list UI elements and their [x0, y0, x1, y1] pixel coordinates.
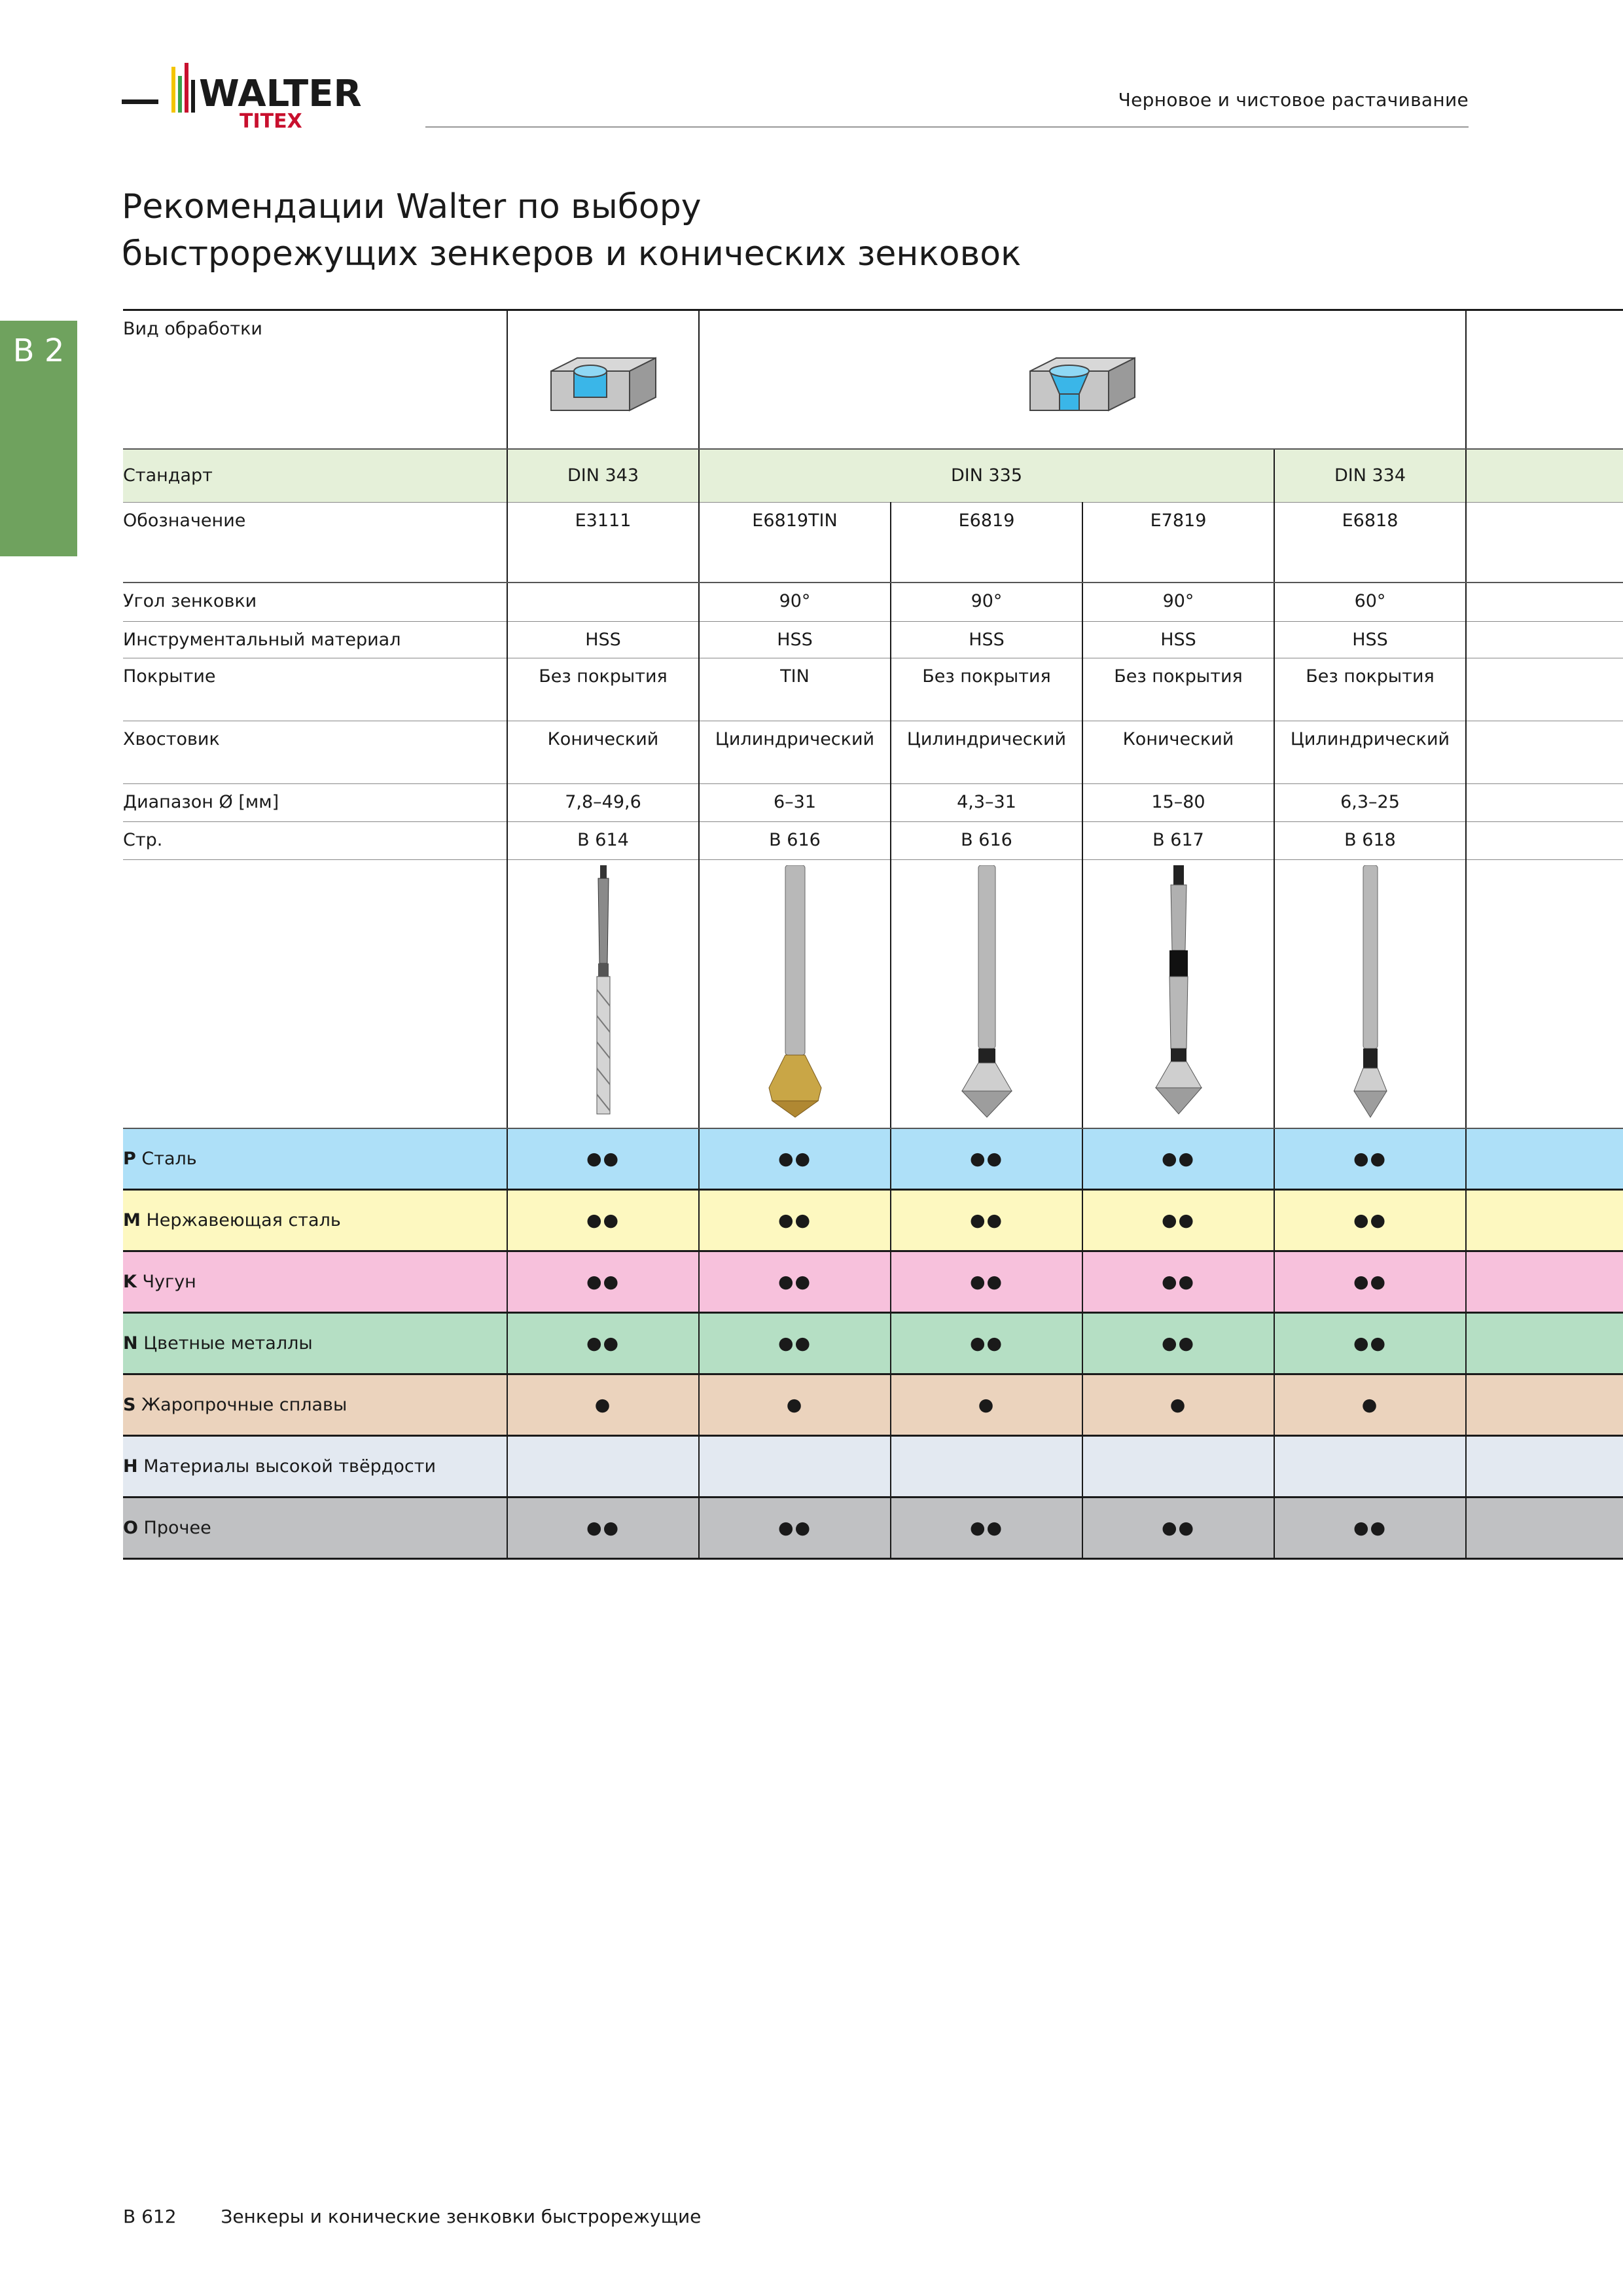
rating: ●● [507, 1313, 699, 1374]
rating: ●● [1274, 1498, 1466, 1559]
empty-cell [1466, 583, 1623, 622]
row-label-coating: Покрытие [123, 658, 507, 721]
empty-cell [1466, 658, 1623, 721]
row-label-range: Диапазон Ø [мм] [123, 784, 507, 822]
empty-cell [1466, 310, 1623, 449]
standard-din334: DIN 334 [1274, 449, 1466, 503]
designation-1: E3111 [507, 503, 699, 583]
row-label-process: Вид обработки [123, 310, 507, 449]
rating: ●● [1274, 1313, 1466, 1374]
rating: ●● [1274, 1128, 1466, 1190]
range-1: 7,8–49,6 [507, 784, 699, 822]
page-ref-2[interactable]: B 616 [699, 822, 891, 860]
empty-cell [1466, 449, 1623, 503]
material-1: HSS [507, 622, 699, 658]
coating-4: Без покрытия [1082, 658, 1274, 721]
empty-cell [1466, 1436, 1623, 1498]
rating: ●● [1082, 1251, 1274, 1313]
rating: ●● [1082, 1190, 1274, 1251]
empty-cell [1466, 1190, 1623, 1251]
material-2: HSS [699, 622, 891, 658]
page-ref-1[interactable]: B 614 [507, 822, 699, 860]
image-row-label [123, 860, 507, 1128]
material-label-k: K Чугун [123, 1251, 507, 1313]
designation-3: E6819 [891, 503, 1082, 583]
rating: ●● [1274, 1190, 1466, 1251]
taper-shank-90-countersink-image [1146, 865, 1211, 1121]
shank-3: Цилиндрический [891, 721, 1082, 784]
designation-4: E7819 [1082, 503, 1274, 583]
rating [891, 1436, 1082, 1498]
tin-countersink-image [762, 865, 828, 1121]
rating: ●● [699, 1190, 891, 1251]
hss-countersink-image [954, 865, 1020, 1121]
angle-4: 90° [1082, 583, 1274, 622]
row-label-angle: Угол зенковки [123, 583, 507, 622]
rating: ●● [699, 1128, 891, 1190]
material-row-k [123, 1251, 1623, 1313]
tool-image-cell-5 [1274, 860, 1466, 1128]
material-label-n: N Цветные металлы [123, 1313, 507, 1374]
material-label-s: S Жаропрочные сплавы [123, 1374, 507, 1436]
footer-text: Зенкеры и конические зенковки быстрорежущие [221, 2206, 702, 2227]
rating: ●● [507, 1498, 699, 1559]
footer [123, 2206, 701, 2227]
tool-image-cell-1 [507, 860, 699, 1128]
angle-3: 90° [891, 583, 1082, 622]
logo-walter-text: WALTER [199, 73, 362, 115]
coating-1: Без покрытия [507, 658, 699, 721]
material-5: HSS [1274, 622, 1466, 658]
material-row-m [123, 1190, 1623, 1251]
walter-titex-logo [122, 60, 397, 132]
empty-cell [1466, 860, 1623, 1128]
empty-cell [1466, 784, 1623, 822]
range-2: 6–31 [699, 784, 891, 822]
shank-2: Цилиндрический [699, 721, 891, 784]
tool-image-cell-3 [891, 860, 1082, 1128]
page-title [122, 183, 1021, 278]
material-row-o [123, 1498, 1623, 1559]
empty-cell [1466, 1498, 1623, 1559]
rating: ●● [891, 1190, 1082, 1251]
empty-cell [1466, 721, 1623, 784]
rating: ●● [699, 1313, 891, 1374]
rating: ● [1274, 1374, 1466, 1436]
page-ref-3[interactable]: B 616 [891, 822, 1082, 860]
material-label-h: H Материалы высокой твёрдости [123, 1436, 507, 1498]
material-label-o: O Прочее [123, 1498, 507, 1559]
rating: ●● [891, 1498, 1082, 1559]
rating: ●● [507, 1190, 699, 1251]
tool-image-cell-4 [1082, 860, 1274, 1128]
row-label-shank: Хвостовик [123, 721, 507, 784]
header-divider [425, 126, 1469, 128]
chapter-tab [0, 321, 77, 556]
rating [1274, 1436, 1466, 1498]
rating: ●● [699, 1498, 891, 1559]
range-5: 6,3–25 [1274, 784, 1466, 822]
row-label-material: Инструментальный материал [123, 622, 507, 658]
material-label-m: M Нержавеющая сталь [123, 1190, 507, 1251]
rating [1082, 1436, 1274, 1498]
page-ref-5[interactable]: B 618 [1274, 822, 1466, 860]
hss-60-countersink-image [1338, 865, 1403, 1121]
angle-2: 90° [699, 583, 891, 622]
countersink-icon [1017, 345, 1148, 423]
row-label-standard: Стандарт [123, 449, 507, 503]
section-title: Черновое и чистовое растачивание [1118, 89, 1469, 111]
empty-cell [1466, 622, 1623, 658]
rating: ●● [699, 1251, 891, 1313]
rating [699, 1436, 891, 1498]
rating: ●● [1274, 1251, 1466, 1313]
empty-cell [1466, 822, 1623, 860]
coating-5: Без покрытия [1274, 658, 1466, 721]
rating: ●● [1082, 1498, 1274, 1559]
tool-selection-table [123, 309, 1623, 1560]
empty-cell [1466, 1313, 1623, 1374]
designation-2: E6819TIN [699, 503, 891, 583]
empty-cell [1466, 1251, 1623, 1313]
empty-cell [1466, 1128, 1623, 1190]
page-title-line-1: Рекомендации Walter по выбору [122, 187, 702, 226]
rating: ●● [891, 1313, 1082, 1374]
page-title-line-2: быстрорежущих зенкеров и конических зенковок [122, 234, 1022, 274]
logo-titex-text: TITEX [240, 110, 302, 132]
page-ref-4[interactable]: B 617 [1082, 822, 1274, 860]
process-icon-cell-2 [699, 310, 1466, 449]
angle-5: 60° [1274, 583, 1466, 622]
rating: ●● [891, 1251, 1082, 1313]
counterbore-icon [538, 345, 669, 423]
coating-2: TIN [699, 658, 891, 721]
shank-4: Конический [1082, 721, 1274, 784]
designation-5: E6818 [1274, 503, 1466, 583]
rating: ● [507, 1374, 699, 1436]
rating: ●● [1082, 1313, 1274, 1374]
coating-3: Без покрытия [891, 658, 1082, 721]
standard-din335: DIN 335 [699, 449, 1274, 503]
angle-1 [507, 583, 699, 622]
range-3: 4,3–31 [891, 784, 1082, 822]
rating: ●● [891, 1128, 1082, 1190]
material-4: HSS [1082, 622, 1274, 658]
rating: ●● [1082, 1128, 1274, 1190]
shank-5: Цилиндрический [1274, 721, 1466, 784]
material-row-h [123, 1436, 1623, 1498]
shank-1: Конический [507, 721, 699, 784]
rating: ●● [507, 1251, 699, 1313]
rating: ● [1082, 1374, 1274, 1436]
standard-din343: DIN 343 [507, 449, 699, 503]
material-row-p [123, 1128, 1623, 1190]
footer-page-number: B 612 [123, 2206, 177, 2227]
row-label-page: Стр. [123, 822, 507, 860]
empty-cell [1466, 1374, 1623, 1436]
material-label-p: P Сталь [123, 1128, 507, 1190]
rating [507, 1436, 699, 1498]
process-icon-cell-1 [507, 310, 699, 449]
row-label-designation: Обозначение [123, 503, 507, 583]
rating: ● [891, 1374, 1082, 1436]
chapter-tab-label: B 2 [12, 332, 65, 369]
material-row-n [123, 1313, 1623, 1374]
rating: ● [699, 1374, 891, 1436]
taper-shank-countersink-image [584, 865, 623, 1121]
range-4: 15–80 [1082, 784, 1274, 822]
empty-cell [1466, 503, 1623, 583]
material-row-s [123, 1374, 1623, 1436]
material-3: HSS [891, 622, 1082, 658]
rating: ●● [507, 1128, 699, 1190]
tool-image-cell-2 [699, 860, 891, 1128]
